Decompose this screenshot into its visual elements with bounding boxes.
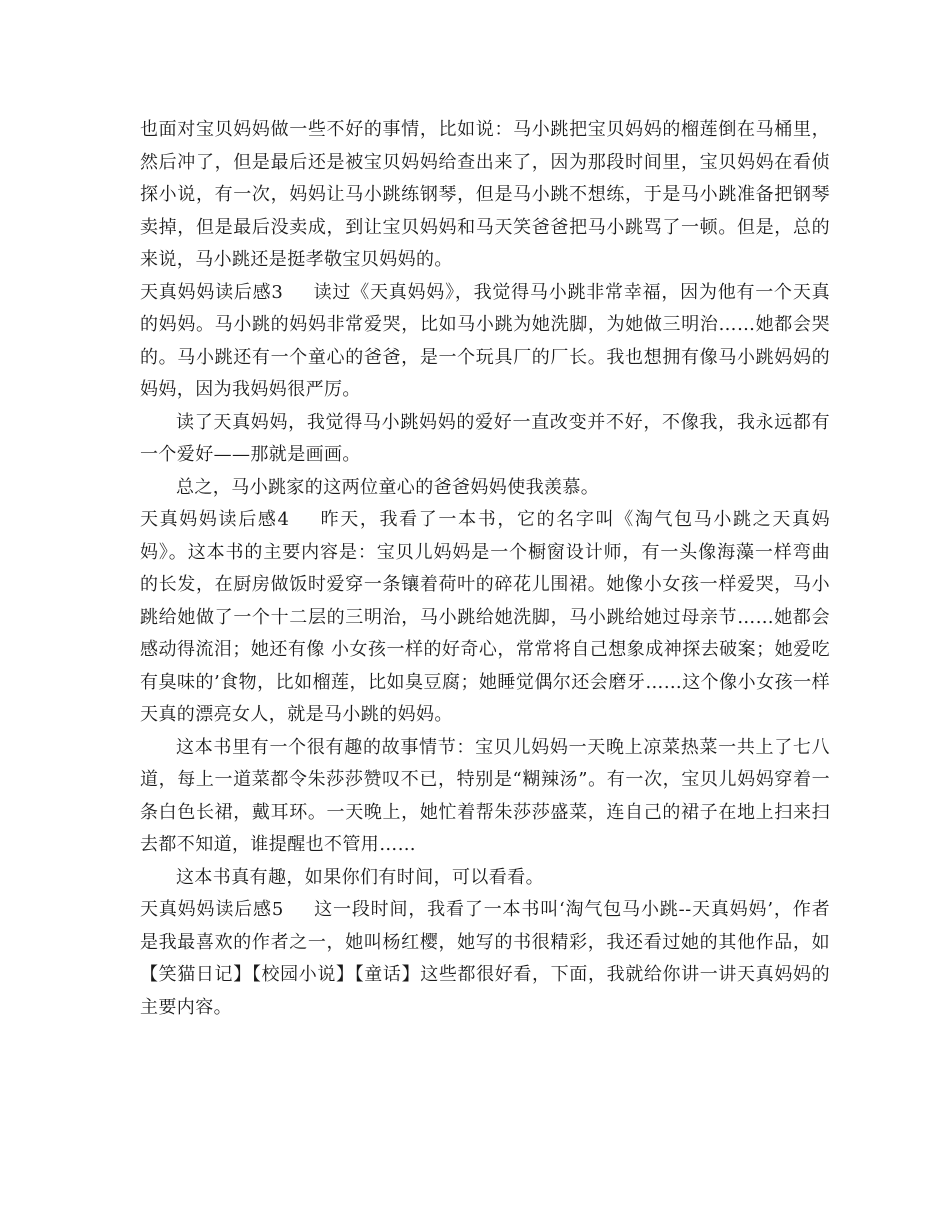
paragraph-hobby	[140, 407, 830, 472]
section-heading-review-4: 天真妈妈读后感4	[140, 509, 290, 530]
paragraph-review-5	[140, 894, 830, 1024]
paragraph-text: 读过《天真妈妈》，我觉得马小跳非常幸福，因为他有一个天真的妈妈。马小跳的妈妈非常爱哭，比如马小跳为她洗脚，为她做三明治……她都会哭的。马小跳还有一个童心的爸爸，是一个玩具厂的厂长。我也想拥有像马小跳妈妈的妈妈，因为我妈妈很严厉。	[140, 281, 830, 400]
section-heading-review-3: 天真妈妈读后感3	[140, 281, 284, 303]
paragraph-text: 昨天，我看了一本书，它的名字叫《淘气包马小跳之天真妈妈》。这本书的主要内容是：宝贝儿妈妈是一个橱窗设计师，有一头像海藻一样弯曲的长发，在厨房做饭时爱穿一条镶着荷叶的碎花儿围裙。她像小女孩一样爱哭，马小跳给她做了一个十二层的三明治，马小跳给她洗脚，马小跳给她过母亲节……她都会感动得流泪；她还有像 小女孩一样的好奇心，常常将自己想象成神探去破案；她爱吃有臭味的’食物，比如榴莲，比如臭豆腐；她睡觉偶尔还会磨牙……这个像小女孩一样天真的漂亮女人，就是马小跳的妈妈。	[140, 509, 830, 725]
paragraph-conclusion-3	[140, 472, 830, 505]
document-body	[140, 114, 830, 1024]
section-heading-review-5: 天真妈妈读后感5	[140, 899, 284, 920]
paragraph-review-4	[140, 504, 830, 732]
paragraph-text: 这一段时间，我看了一本书叫‘淘气包马小跳--天真妈妈’，作者是我最喜欢的作者之一，她叫杨红樱，她写的书很精彩，我还看过她的其他作品，如【笑猫日记】【校园小说】【童话】这些都很好看，下面，我就给你讲一讲天真妈妈的主要内容。	[140, 899, 830, 1018]
paragraph-text: 读了天真妈妈，我觉得马小跳妈妈的爱好一直改变并不好，不像我，我永远都有一个爱好——那就是画画。	[140, 411, 830, 465]
paragraph-text: 这本书里有一个很有趣的故事情节：宝贝儿妈妈一天晚上凉菜热菜一共上了七八道，每上一道菜都令朱莎莎赞叹不已，特别是“糊辣汤”。有一次，宝贝儿妈妈穿着一条白色长裙，戴耳环。一天晚上，她忙着帮朱莎莎盛菜，连自己的裙子在地上扫来扫去都不知道，谁提醒也不管用……	[140, 736, 830, 855]
paragraph-text: 这本书真有趣，如果你们有时间，可以看看。	[176, 866, 544, 888]
paragraph-continuation	[140, 114, 830, 277]
paragraph-text: 也面对宝贝妈妈做一些不好的事情，比如说：马小跳把宝贝妈妈的榴莲倒在马桶里，然后冲了，但是最后还是被宝贝妈妈给查出来了，因为那段时间里，宝贝妈妈在看侦探小说，有一次，妈妈让马小跳练钢琴，但是马小跳不想练，于是马小跳准备把钢琴卖掉，但是最后没卖成，到让宝贝妈妈和马天笑爸爸把马小跳骂了一顿。但是，总的来说，马小跳还是挺孝敬宝贝妈妈的。	[140, 119, 830, 270]
paragraph-conclusion-4	[140, 862, 830, 895]
paragraph-story	[140, 732, 830, 862]
paragraph-text: 总之，马小跳家的这两位童心的爸爸妈妈使我羡慕。	[176, 476, 600, 498]
paragraph-review-3	[140, 277, 830, 407]
